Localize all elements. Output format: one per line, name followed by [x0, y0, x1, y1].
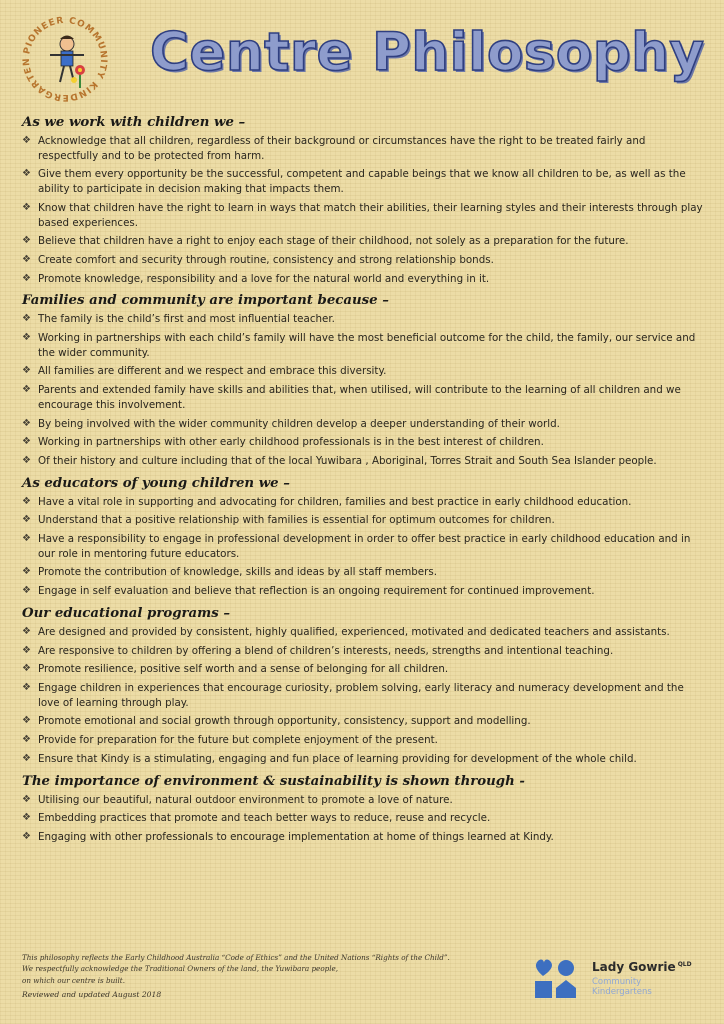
diamond-bullet-icon: ❖ [22, 681, 31, 693]
diamond-bullet-icon: ❖ [22, 495, 31, 507]
diamond-bullet-icon: ❖ [22, 644, 31, 656]
diamond-bullet-icon: ❖ [22, 332, 31, 344]
page-header [0, 0, 724, 110]
list-item: ❖ Acknowledge that all children, regardless of their background or circumstances have the right to be treated fairly and respectfully and to be protected from harm. [22, 135, 646, 162]
list-item: ❖ Promote knowledge, responsibility and a love for the natural world and everything in it. [22, 272, 490, 285]
section-working-with-children [22, 114, 706, 286]
diamond-bullet-icon: ❖ [22, 585, 31, 597]
list-item: ❖ Have a vital role in supporting and advocating for children, families and best practice in early childhood education. [22, 495, 632, 508]
footer-acknowledgement-line-2: on which our centre is built. [22, 975, 125, 985]
list-item: ❖ Working in partnerships with other early childhood professionals is in the best interest of children. [22, 436, 544, 449]
diamond-bullet-icon: ❖ [22, 625, 31, 637]
diamond-bullet-icon: ❖ [22, 201, 31, 213]
list-item: ❖ Provide for preparation for the future but complete enjoyment of the present. [22, 734, 438, 747]
list-item: ❖ Give them every opportunity be the successful, competent and capable beings that we know all children to be, as well as the ability to participate in decision making that impacts them. [22, 168, 686, 196]
list-item: ❖ Promote the contribution of knowledge, skills and ideas by all staff members. [22, 566, 438, 579]
diamond-bullet-icon: ❖ [22, 365, 31, 377]
list-item: ❖ Promote emotional and social growth through opportunity, consistency, support and modelling. [22, 715, 531, 728]
section-heading: Our educational programs – [22, 605, 230, 621]
diamond-bullet-icon: ❖ [22, 663, 31, 675]
list-item: ❖ Embedding practices that promote and teach better ways to reduce, reuse and recycle. [22, 812, 491, 825]
list-item: ❖ Know that children have the right to learn in ways that match their abilities, their learning styles and their interests through play based experiences. [22, 201, 703, 229]
section-families-community [22, 292, 706, 468]
list-item: ❖ All families are different and we respect and embrace this diversity. [22, 365, 387, 378]
list-item: ❖ Parents and extended family have skills and abilities that, when utilised, will contribute to the learning of all children and we encourage this involvement. [22, 384, 681, 411]
diamond-bullet-icon: ❖ [22, 454, 31, 466]
philosophy-content [22, 114, 706, 851]
brand-subtitle: Community Kindergartens [592, 977, 652, 997]
diamond-bullet-icon: ❖ [22, 168, 31, 180]
footer-acknowledgement-line: We respectfully acknowledge the Traditional Owners of the land, the Yuwibara people, [22, 964, 339, 974]
diamond-bullet-icon: ❖ [22, 514, 31, 526]
footer-reviewed-date: Reviewed and updated August 2018 [22, 990, 162, 1000]
brand-name: Lady Gowrie $^{QLD}$ [592, 960, 692, 974]
list-item: ❖ Utilising our beautiful, natural outdoor environment to promote a love of nature. [22, 793, 453, 806]
list-item: ❖ Engaging with other professionals to encourage implementation at home of things learned at Kindy. [22, 830, 554, 843]
list-item: ❖ Engage children in experiences that encourage curiosity, problem solving, early literacy and numeracy development and the love of learning through play. [22, 681, 684, 709]
lady-gowrie-mark-icon [532, 956, 578, 1002]
diamond-bullet-icon: ❖ [22, 752, 31, 764]
diamond-bullet-icon: ❖ [22, 384, 31, 396]
section-educators [22, 475, 706, 599]
diamond-bullet-icon: ❖ [22, 417, 31, 429]
lady-gowrie-logo [532, 954, 712, 1004]
section-heading: Families and community are important because – [22, 293, 389, 309]
list-item: ❖ Promote resilience, positive self worth and a sense of belonging for all children. [22, 663, 449, 676]
diamond-bullet-icon: ❖ [22, 566, 31, 578]
svg-text:PIONEER COMMUNITY KINDERGARTEN: PIONEER COMMUNITY KINDERGARTEN [21, 15, 109, 103]
diamond-bullet-icon: ❖ [22, 135, 31, 146]
diamond-bullet-icon: ❖ [22, 253, 31, 265]
list-item: ❖ Create comfort and security through routine, consistency and strong relationship bonds. [22, 253, 494, 266]
diamond-bullet-icon: ❖ [22, 313, 31, 325]
footer-notes [22, 952, 542, 1001]
section-heading: As educators of young children we – [22, 475, 290, 491]
page-title: Centre Philosophy [150, 22, 705, 83]
pioneer-kindergarten-logo [14, 8, 116, 110]
diamond-bullet-icon: ❖ [22, 793, 31, 805]
list-item: ❖ Are responsive to children by offering a blend of children’s interests, needs, strengths and intentional teaching. [22, 644, 614, 657]
footer-ethics-line: This philosophy reflects the Early Childhood Australia “Code of Ethics” and the United Nations “Rights of the Child”. [22, 953, 450, 962]
diamond-bullet-icon: ❖ [22, 436, 31, 448]
diamond-bullet-icon: ❖ [22, 734, 31, 746]
section-heading: The importance of environment & sustainability is shown through - [22, 773, 525, 789]
diamond-bullet-icon: ❖ [22, 272, 31, 284]
diamond-bullet-icon: ❖ [22, 533, 31, 545]
list-item: ❖ Working in partnerships with each child’s family will have the most beneficial outcome for the child, the family, our service and the wider community. [22, 332, 696, 359]
list-item: ❖ Ensure that Kindy is a stimulating, engaging and fun place of learning providing for development of the whole child. [22, 752, 637, 765]
list-item: ❖ Have a responsibility to engage in professional development in order to offer best practice in early childhood education and in our role in mentoring future educators. [22, 533, 691, 560]
diamond-bullet-icon: ❖ [22, 830, 31, 842]
diamond-bullet-icon: ❖ [22, 715, 31, 727]
section-educational-programs [22, 605, 706, 767]
list-item: ❖ The family is the child’s first and most influential teacher. [22, 313, 335, 326]
diamond-bullet-icon: ❖ [22, 812, 31, 824]
list-item: ❖ By being involved with the wider community children develop a deeper understanding of their world. [22, 417, 560, 430]
list-item: ❖ Believe that children have a right to enjoy each stage of their childhood, not solely as a preparation for the future. [22, 235, 629, 248]
list-item: ❖ Understand that a positive relationship with families is essential for optimum outcomes for children. [22, 514, 555, 527]
diamond-bullet-icon: ❖ [22, 235, 31, 247]
section-environment-sustainability [22, 773, 706, 845]
section-heading: As we work with children we – [22, 115, 246, 130]
list-item: ❖ Are designed and provided by consistent, highly qualified, experienced, motivated and dedicated teachers and assistants. [22, 625, 670, 638]
list-item: ❖ Engage in self evaluation and believe that reflection is an ongoing requirement for continued improvement. [22, 585, 595, 598]
brand-state: QLD [677, 961, 692, 968]
list-item: ❖ Of their history and culture including that of the local Yuwibara , Aboriginal, Torres Strait and South Sea Islander people. [22, 454, 657, 467]
